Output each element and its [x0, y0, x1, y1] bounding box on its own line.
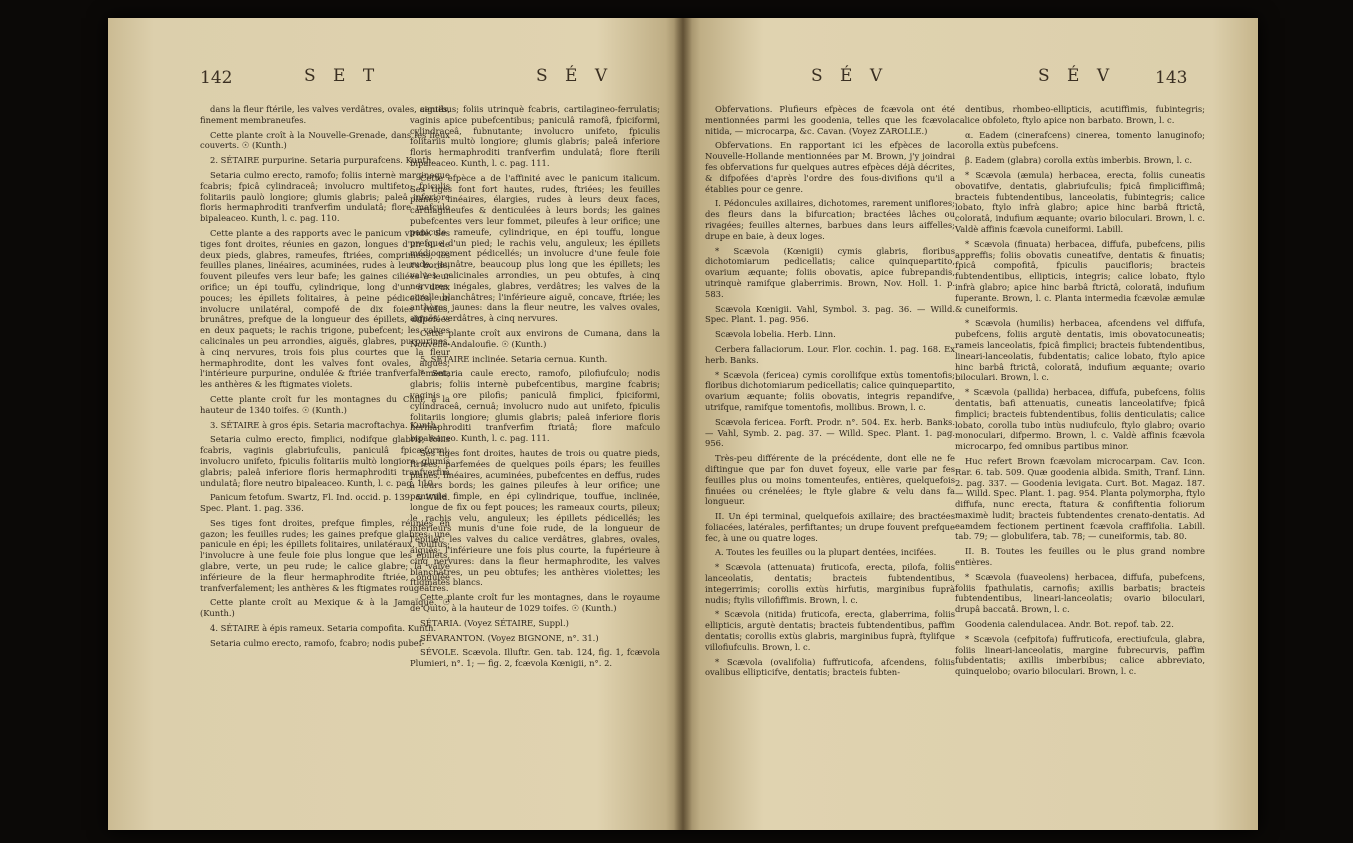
text-paragraph: SÉVARANTON. (Voyez BIGNONE, n°. 31.): [420, 632, 599, 643]
text-paragraph: * Scævola (finuata) herbacea, diffufa, pubefcens, pilis appreffis; foliis obovatis cuneatifve, dentatis & finuatis; fpicâ compofitâ, fpiculis paucifloris; bracteis fubtendentibus, ellipticis, integris; calice lobato, ftylo infrà glabro; apice hinc barbâ ftrictâ, coloratâ, indufium fuperante. Brown, l. c. Planta intermedia fcævolæ æmulæ & cuneiformis.: [955, 238, 1205, 314]
text-paragraph: Cette plante croît fur les montagnes, dans le royaume de Quito, à la hauteur de 1029 toifes. ☉ (Kunth.): [410, 592, 660, 614]
text-paragraph: * Scævola (fuaveolens) herbacea, diffufa, pubefcens, foliis fpathulatis, carnofis; axillis barbatis; bracteis fubtendentibus, lineari-lanceolatis; ovario biloculari, drupâ baccatâ. Brown, l. c.: [955, 571, 1205, 615]
text-paragraph: I. Pédoncules axillaires, dichotomes, rarement uniflores; des fleurs dans la bifurcation; bractées lâches ou rivagées; feuilles alternes, barbues dans leurs aiffelles; drupe en baie, à deux loges.: [705, 198, 955, 241]
text-paragraph: * Scævola (pallida) herbacea, diffufa, pubefcens, foliis dentatis, bafi attenuatis, cuneatis lanceolatifve; fpicâ fimplici; bracteis fubtendentibus, foliis denticulatis; calice lobato, corolla tubo intùs nudiufculo, ftylo glabro; ovario monoculari, difpermo. Brown, l. c. Valdè affinis fcævola microcarpo, fed omnibus partibus minor.: [955, 387, 1205, 452]
text-paragraph: dans la fleur ftérile, les valves verdâtres, ovales, aiguës, finement membraneufes.: [200, 104, 450, 125]
text-paragraph: Cette plante croît à la Nouvelle-Grenade, dans les lieux couverts. ☉ (Kunth.): [200, 129, 450, 151]
left-column-2: [410, 104, 660, 673]
text-paragraph: A. Toutes les feuilles ou la plupart dentées, incifées.: [715, 547, 937, 558]
text-paragraph: * Scævola (Kœnigii) cymis glabris, floribus dichotomiarum pedicellatis; calice quinquepartito, ovarium æquante; foliis obovatis, apice fubrepandis, utrinquè ramifque glaberrimis. Brown, Nov. Holl. 1. p. 583.: [705, 245, 955, 299]
right-column-2: [955, 104, 1205, 681]
text-paragraph: 4. SÉTAIRE à épis rameux. Setaria compofita. Kunth.: [210, 623, 437, 634]
text-paragraph: 3. SÉTAIRE à gros épis. Setaria macroftachya. Kunth.: [210, 419, 439, 430]
text-paragraph: * Scævola (attenuata) fruticofa, erecta, pilofa, foliis lanceolatis, dentatis; bracteis fubtendentibus, integerrimis; corollis extùs hirfutis, marginibus fuprà nudis; ftylis villofiffimis. Brown, l. c.: [705, 562, 955, 605]
right-page: [683, 18, 1258, 830]
text-paragraph: II. Un épi terminal, quelquefois axillaire; des bractées foliacées, latérales, perfiftantes; un drupe fouvent prefque fec, à une ou quatre loges.: [705, 511, 955, 543]
text-paragraph: dentibus, rhombeo-ellipticis, acutiffimis, fubintegris; calice obfoleto, ftylo apice non barbato. Brown, l. c.: [955, 104, 1205, 125]
book-gutter: [674, 18, 692, 830]
text-paragraph: * Scævola (nitida) fruticofa, erecta, glaberrima, foliis ellipticis, argutè dentatis; bracteis fubtendentibus, paffim dentatis; corollis extùs glabris, marginibus fuprà, ftylifque villofiufculis. Brown, l. c.: [705, 609, 955, 652]
left-page: [108, 18, 683, 830]
text-paragraph: Cette plante croît au Mexique & à la Jamaïque. ☉ (Kunth.): [200, 597, 450, 619]
text-paragraph: Cerbera fallaciorum. Lour. Flor. cochin. 1. pag. 168. Ex herb. Banks.: [705, 343, 955, 365]
text-paragraph: Scævola fericea. Forft. Prodr. n°. 504. Ex. herb. Banks. — Vahl, Symb. 2. pag. 37. — Willd. Spec. Plant. 1. pag. 956.: [705, 416, 955, 449]
text-paragraph: Cette plante croît fur les montagnes du Chili, à la hauteur de 1340 toifes. ☉ (Kunth.): [200, 393, 450, 415]
text-paragraph: Setaria culmo erecto, ramofo; foliis internè margineque fcabris; fpicâ cylindraceâ; involucro multifeto; fpiculis folitariis paulò longiore; glumis glabris; paleâ inferiore floris hermaphroditi tranfverfim undulatâ; flore mafculo bipaleaceo. Kunth, l. c. pag. 110.: [200, 169, 450, 224]
text-paragraph: Cette plante a des rapports avec le panicum viride. Ses tiges font droites, réunies en gazon, longues d'un ou de deux pieds, glabres, rameufes, ftriées, comprimées; les feuilles planes, linéaires, acuminées, rudes à leurs bords, fouvent pileufes vers leur bafe; les gaines ciliées à leur orifice; un épi touffu, cylindrique, long d'un à deux pouces; les épillets folitaires, à peine pédicellés; un involucre unilatéral, compofé de dix foies rudes, brunâtres, prefque de la longueur des épillets, difpofées en deux paquets; le rachis trigone, pubefcent; les valves calicinales un peu arrondies, aiguës, glabres, purpurines, à cinq nervures, trois fois plus courtes que la fleur hermaphrodite, dont les valves font ovales, aiguës; l'intérieure purpurine, ondulée & ftriée tranfverfalement; les anthères & les ftigmates violets.: [200, 227, 450, 390]
page-number-left: 142: [200, 68, 233, 88]
book-spread: [108, 18, 1258, 830]
text-paragraph: Scævola lobelia. Herb. Linn.: [715, 329, 836, 340]
running-head-left-a: S E T: [304, 66, 381, 86]
right-column-1: [705, 104, 955, 682]
page-number-right: 143: [1155, 68, 1188, 88]
text-paragraph: SÉVOLE. Scævola. Illuftr. Gen. tab. 124, fig. 1, fcævola Plumieri, n°. 1; — fig. 2, fcævola Kœnigii, n°. 2.: [410, 647, 660, 669]
text-paragraph: centibus; foliis utrinquè fcabris, cartilagineo-ferrulatis; vaginis apice pubefcentibus; paniculâ ramofâ, fpiciformi, cylindraceâ, fubnutante; involucro unifeto, fpiculis folitariis multò longiore; glumis glabris; paleâ inferiore floris hermaphroditi tranfverfim undulatâ; flore fterili bipaleaceo. Kunth, l. c. pag. 111.: [410, 104, 660, 168]
text-paragraph: Ses tiges font droites, prefque fimples, réunies en gazon; les feuilles rudes; les gaines prefque glabres; une panicule en épi; les épillets folitaires, unilatéraux, touffus; l'involucre à une feule foie plus longue que les épillets, glabre, verte, un peu rude; le calice glabre; la valve inférieure de la fleur hermaphrodite ftriée, ondulée tranfverfalement; les anthères & les ftigmates rougeâtres.: [200, 517, 450, 593]
text-paragraph: * Scævola (fericea) cymis corollifque extùs tomentofis; floribus dichotomiarum pedicellatis; calice quinquepartito, ovarium æquante; foliis obovatis, integris repandifve, utrifque, ramifque tomentofis, mollibus. Brown, l. c.: [705, 369, 955, 412]
text-paragraph: 5. SÉTAIRE inclinée. Setaria cernua. Kunth.: [420, 353, 608, 364]
text-paragraph: Setaria culmo erecto, ramofo, fcabro; nodis pubef-: [210, 637, 425, 648]
text-paragraph: SÉTARIA. (Voyez SÉTAIRE, Suppl.): [420, 617, 569, 628]
text-paragraph: Obfervations. Plufieurs efpèces de fcævola ont été mentionnées parmi les goodenia, telles que les fcævola nitida, — microcarpa, &c. Cavan. (Voyez ZAROLLE.): [705, 104, 955, 136]
text-paragraph: Cette efpèce a de l'affinité avec le panicum italicum. Ses tiges font fort hautes, rudes, ftriées; les feuilles planes, linéaires, élargies, rudes à leurs deux faces, cartilagineufes & denticulées à leurs bords; les gaines pubefcentes vers leur fommet, pileufes à leur orifice; une panicule rameufe, cylindrique, en épi touffu, longue prefque d'un pied; le rachis velu, anguleux; les épillets médiocrement pédicellés; un involucre d'une feule foie rude, jaunâtre, beaucoup plus long que les épillets; les valves calicinales arrondies, un peu obtufes, à cinq nervures inégales, glabres, verdâtres; les valves de la corolle blanchâtres; l'inférieure aiguë, concave, ftriée; les anthères jaunes: dans la fleur neutre, les valves ovales, aiguës, verdâtres, à cinq nervures.: [410, 172, 660, 324]
text-paragraph: α. Eadem (cinerafcens) cinerea, tomento lanuginofo; corolla extùs pubefcens.: [955, 129, 1205, 151]
text-paragraph: Ses tiges font droites, hautes de trois ou quatre pieds, ftriées, parfemées de quelques poils épars; les feuilles planes, linéaires, acuminées, pubefcentes en deffus, rudes à leurs bords; les gaines pileufes à leur orifice; une panicule fimple, en épi cylindrique, touffue, inclinée, longue de fix ou fept pouces; les rameaux courts, pileux; le rachis velu, anguleux; les épillets pédicellés; les inférieurs munis d'une foie rude, de la longueur de l'épillet; les valves du calice verdâtres, glabres, ovales, aiguës; l'inférieure une fois plus courte, la fupérieure à cinq nervures: dans la fleur hermaphrodite, les valves blanchâtres, un peu obtufes; les anthères violettes; les ftigmates blancs.: [410, 447, 660, 588]
text-paragraph: * Setaria caule erecto, ramofo, pilofiufculo; nodis glabris; foliis internè pubefcentibus, margine fcabris; vaginis ore pilofis; paniculâ fimplici, fpiciformi, cylindraceâ, cernuâ; involucro nudo aut unifeto, fpiculis folitariis longiore; glumis glabris; paleâ inferiore floris hermaphroditi tranfverfim ftriatâ; flore mafculo bipaleaceo. Kunth, l. c. pag. 111.: [410, 368, 660, 444]
running-head-left-b: S É V: [536, 66, 614, 86]
text-paragraph: II. B. Toutes les feuilles ou le plus grand nombre entières.: [955, 546, 1205, 568]
text-paragraph: * Scævola (cefpitofa) fuffruticofa, erectiufcula, glabra, foliis lineari-lanceolatis, margine fubrecurvis, paffim fubdentatis; axillis imberbibus; calice abbreviato, quinquelobo; ovario biloculari. Brown, l. c.: [955, 633, 1205, 677]
text-paragraph: Setaria culmo erecto, fimplici, nodifque glabris; foliis fcabris, vaginis glabriufculis, paniculâ fpicæformi; involucro unifeto, fpiculis folitariis multò longiore; glumis glabris; paleâ inferiore floris hermaphroditi tranfverfim undulatâ; flore neutro bipaleaceo. Kunth, l. c. pag. 110.: [200, 434, 450, 488]
text-paragraph: * Scævola (æmula) herbacea, erecta, foliis cuneatis obovatifve, dentatis, glabriufculis; fpicâ fimpliciffimâ; bracteis fubtendentibus, lanceolatis, fubintegris; calice lobato, ftylo infrà glabro; apice hinc barbâ ftrictâ, coloratâ, indufium æquante; ovario biloculari. Brown, l. c. Valdè affinis fcævola cuneiformi. Labill.: [955, 169, 1205, 234]
text-paragraph: Obfervations. En rapportant ici les efpèces de la Nouvelle-Hollande mentionnées par M. Brown, j'y joindrai fes obfervations fur quelques autres efpèces déjà décrites, & difpofées d'après l'ordre des fous-divifions qu'il a établies pour ce genre.: [705, 140, 955, 194]
running-head-right-b: S É V: [1038, 66, 1116, 86]
text-paragraph: Huc refert Brown fcævolam microcarpam. Cav. Icon. Rar. 6. tab. 509. Quæ goodenia albida. Smith, Tranf. Linn. 2. pag. 337. — Goodenia levigata. Curt. Bot. Magaz. 187. — Willd. Spec. Plant. 1. pag. 954. Planta polymorpha, ftylo diffufa, nunc erecta, ftatura & confiftentia foliorum maximè ludit; bracteis fubtendentes crenato-dentatis. Ad eamdem fectionem pertinent fcævola craffifolia. Labill. tab. 79; — globulifera, tab. 78; — cuneiformis, tab. 80.: [955, 455, 1205, 542]
text-paragraph: * Scævola (humilis) herbacea, afcendens vel diffufa, pubefcens, foliis argutè dentatis, imis obovatocuneatis; rameis lanceolatis, fpicâ fimplici; bracteis fubtendentibus, lineari-lanceolatis, fubdentatis; calice lobato, ftylo apice hinc barbâ ftrictâ, coloratâ, indufium æquante; ovario biloculari. Brown, l. c.: [955, 318, 1205, 383]
text-paragraph: Très-peu différente de la précédente, dont elle ne fe diftingue que par fon duvet foyeux, elle varie par fes feuilles plus ou moins tomenteufes, entières, quelquefois finuées ou crénelées; le ftyle glabre & velu dans fa longueur.: [705, 453, 955, 507]
text-paragraph: * Scævola (ovalifolia) fuffruticofa, afcendens, foliis ovalibus ellipticifve, dentatis; bracteis fubten-: [705, 656, 955, 678]
text-paragraph: Scævola Kœnigii. Vahl, Symbol. 3. pag. 36. — Willd. Spec. Plant. 1. pag. 956.: [705, 303, 955, 325]
running-head-right-a: S É V: [811, 66, 889, 86]
text-paragraph: Goodenia calendulacea. Andr. Bot. repof. tab. 22.: [965, 619, 1174, 630]
text-paragraph: 2. SÉTAIRE purpurine. Setaria purpurafcens. Kunth.: [210, 155, 434, 166]
text-paragraph: β. Eadem (glabra) corolla extùs imberbis. Brown, l. c.: [965, 155, 1193, 166]
text-paragraph: Panicum fetofum. Swartz, Fl. Ind. occid. p. 139, & Willd. Spec. Plant. 1. pag. 336.: [200, 492, 450, 514]
text-paragraph: Cette plante croît aux environs de Cumana, dans la Nouvelle-Andaloufie. ☉ (Kunth.): [410, 327, 660, 349]
